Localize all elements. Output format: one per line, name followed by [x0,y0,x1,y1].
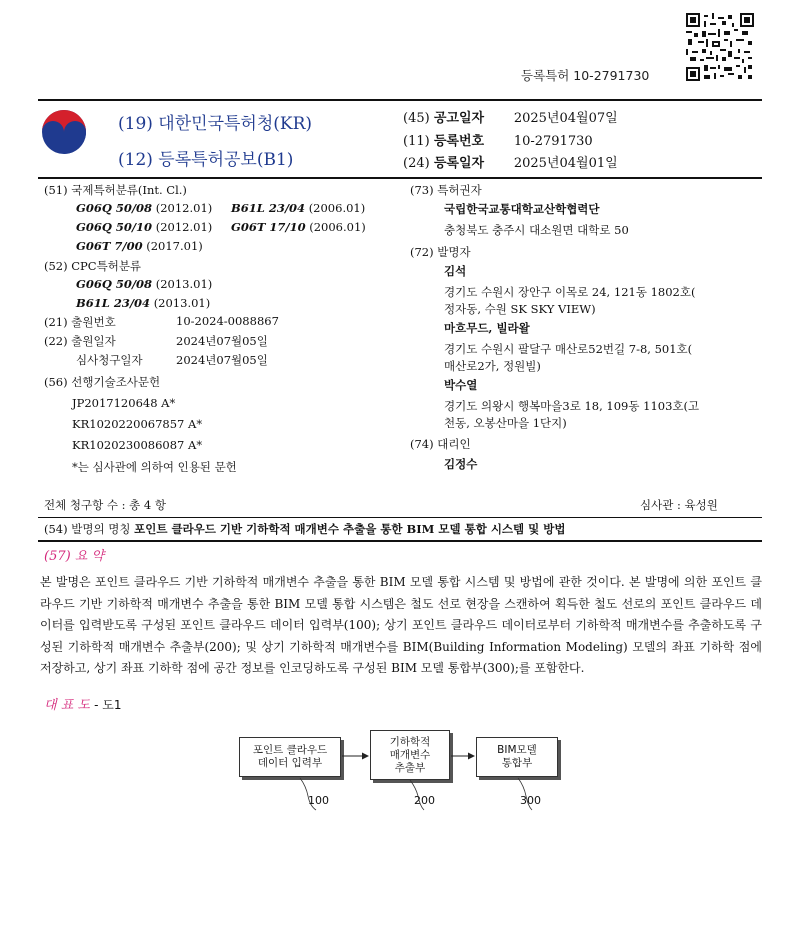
prior-art-title: (56) 선행기술조사문헌 [44,375,161,389]
rep-figure-label: 대 표 도 - 도1 [44,698,122,713]
pub-row-24: (24) 등록일자 2025년04월01일 [403,156,618,171]
inventor-address: 매산로2가, 정원빌) [444,359,541,373]
ipc-title: (51) 국제특허분류(Int. Cl.) [44,183,187,197]
abstract-heading: (57) 요 약 [44,549,105,564]
inventor-name: 김석 [444,264,467,278]
office-line-19: (19) 대한민국특허청(KR) [118,114,313,134]
ipc-row: G06Q 50/08 (2012.01) [76,201,213,215]
agent-title: (74) 대리인 [410,437,471,451]
app-date-label: (22) 출원일자 [44,334,116,348]
owner-address: 충청북도 충주시 대소원면 대학로 50 [444,223,629,237]
pub-row-45: (45) 공고일자 2025년04월07일 [403,111,618,126]
prior-art-item: KR1020230086087 A* [72,438,203,452]
inventor-address: 경기도 수원시 팔달구 매산로52번길 7-8, 501호( [444,342,693,356]
office-line-12: (12) 등록특허공보(B1) [118,150,294,170]
inventor-address: 경기도 의왕시 행복마을3로 18, 109동 1103호(고 [444,399,700,413]
owner-name: 국립한국교통대학교산학협력단 [444,202,600,216]
examiner: 심사관 : 육성원 [640,498,718,512]
pub-row-11: (11) 등록번호 10-2791730 [403,134,593,149]
app-date: 2024년07월05일 [176,334,268,348]
registration-number: 등록특허 10-2791730 [521,68,650,83]
inventor-address: 경기도 수원시 장안구 이목로 24, 121동 1802호( [444,285,696,299]
prior-art-item: KR1020220067857 A* [72,417,203,431]
cpc-row: G06Q 50/08 (2013.01) [76,277,213,291]
inventor-title: (72) 발명자 [410,245,471,259]
invention-title: (54) 발명의 명칭 포인트 클라우드 기반 기하학적 매개변수 추출을 통한 BIM 모델 통합 시스템 및 방법 [44,522,566,536]
claims-count: 전체 청구항 수 : 총 4 항 [44,498,166,512]
bim-integration-box: BIM모델 통합부 [476,737,558,777]
cpc-row: B61L 23/04 (2013.01) [76,296,211,310]
ipc-row: G06Q 50/10 (2012.01) [76,220,213,234]
agent-name: 김정수 [444,457,478,471]
inventor-name: 박수열 [444,378,478,392]
owner-title: (73) 특허권자 [410,183,482,197]
ipc-row: G06T 7/00 (2017.01) [76,239,203,253]
prior-art-item: JP2017120648 A* [72,396,176,410]
app-no: 10-2024-0088867 [176,314,279,328]
ipc-row: G06T 17/10 (2006.01) [231,220,366,234]
exam-date: 2024년07월05일 [176,353,268,367]
ref-200: 200 [414,794,435,807]
ref-300: 300 [520,794,541,807]
abstract-text: 본 발명은 포인트 클라우드 기반 기하학적 매개변수 추출을 통한 BIM 모델 통합 시스템 및 방법에 관한 것이다. 본 발명에 의한 포인트 클라우드 기반 기하학적 매개변수 추출을 통한 BIM 모델 통합 시스템은 철도 선로 현장을 스캔하여 획득한 철도 선로의 포인트 클라우드 데이터를 입력받도록 구성된 포인트 클라우드 데이터 입력부(100); 상기 포인트 클라우드 데이터로부터 기하학적 매개변수를 추출하도록 구성된 기하학적 매개변수 추출부(200); 및 상기 기하학적 매개변수를 BIM(Building Information Modeling) 모델의 좌표 기하학 점에 저장하고, 상기 좌표 기하학 점에 공간 정보를 인코딩하도록 구성된 BIM 모델 통합부(300);를 포함한다. [40,575,762,675]
inventor-address: 정자동, 수원 SK SKY VIEW) [444,302,596,316]
cpc-title: (52) CPC특허분류 [44,259,142,273]
ref-100: 100 [308,794,329,807]
ipc-row: B61L 23/04 (2006.01) [231,201,366,215]
exam-date-label: 심사청구일자 [76,353,143,367]
parameter-extraction-box: 기하학적 매개변수 추출부 [370,730,450,780]
inventor-address: 천동, 오봉산마을 1단지) [444,416,567,430]
point-cloud-input-box: 포인트 클라우드 데이터 입력부 [239,737,341,777]
prior-art-note: *는 심사관에 의하여 인용된 문헌 [72,460,237,474]
app-no-label: (21) 출원번호 [44,315,116,329]
inventor-name: 마흐무드, 빌라왈 [444,321,530,335]
